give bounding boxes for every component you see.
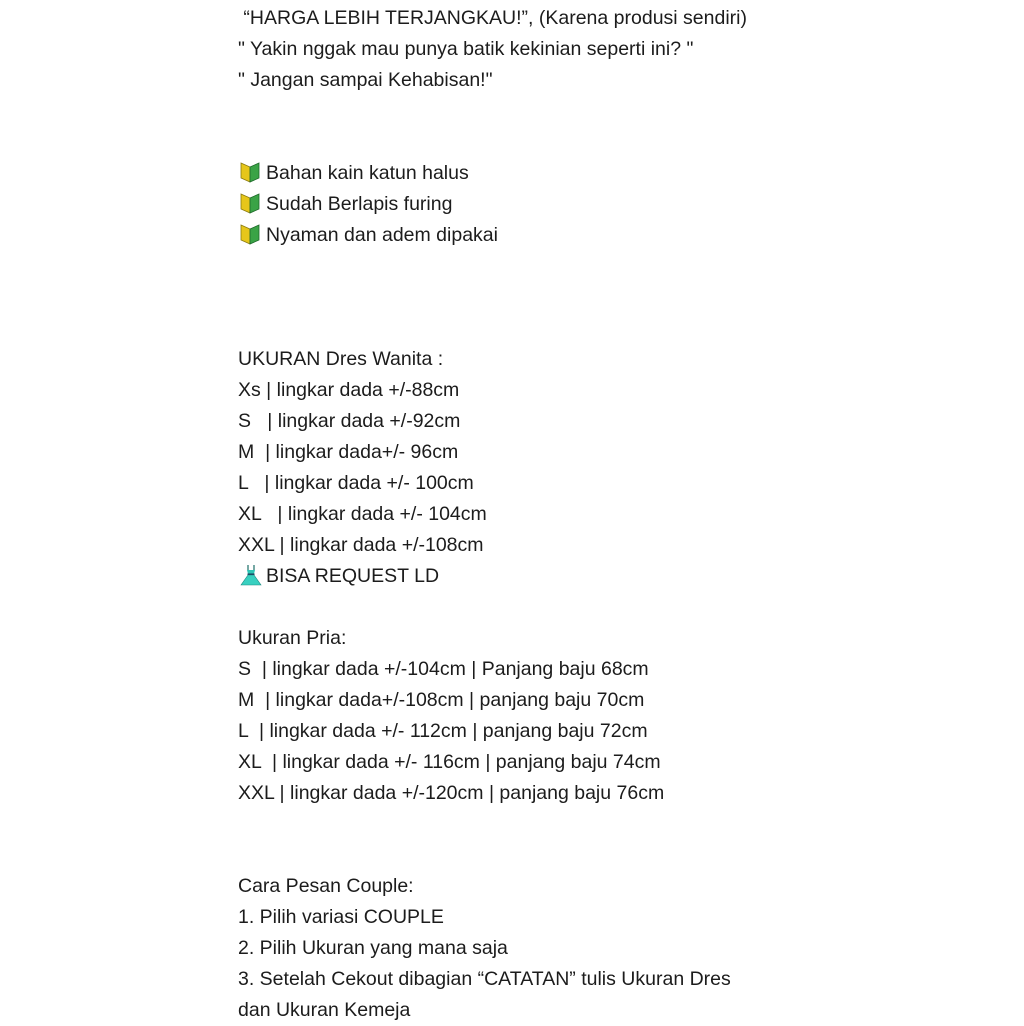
size-row: S | lingkar dada +/-104cm | Panjang baju 68cm bbox=[238, 658, 649, 680]
size-row: S | lingkar dada +/-92cm bbox=[238, 410, 461, 432]
order-step: 3. Setelah Cekout dibagian “CATATAN” tulis Ukuran Dres bbox=[238, 968, 731, 990]
dress-icon bbox=[238, 564, 264, 586]
beginner-shield-icon bbox=[238, 223, 264, 245]
size-row: XXL | lingkar dada +/-120cm | panjang baju 76cm bbox=[238, 782, 665, 804]
order-title: Cara Pesan Couple: bbox=[238, 875, 414, 897]
product-description bbox=[238, 3, 798, 1026]
size-row: XXL | lingkar dada +/-108cm bbox=[238, 534, 484, 556]
order-step: 1. Pilih variasi COUPLE bbox=[238, 906, 444, 928]
intro-line: " Yakin nggak mau punya batik kekinian seperti ini? " bbox=[238, 38, 694, 60]
beginner-shield-icon bbox=[238, 161, 264, 183]
men-sizes-title: Ukuran Pria: bbox=[238, 627, 347, 649]
feature-item: Sudah Berlapis furing bbox=[238, 189, 798, 220]
size-row: L | lingkar dada +/- 112cm | panjang baju 72cm bbox=[238, 720, 648, 742]
intro-line: " Jangan sampai Kehabisan!" bbox=[238, 69, 493, 91]
feature-item: Nyaman dan adem dipakai bbox=[238, 220, 798, 251]
order-step: dan Ukuran Kemeja bbox=[238, 999, 411, 1021]
size-row: XL | lingkar dada +/- 116cm | panjang baju 74cm bbox=[238, 751, 661, 773]
size-row: M | lingkar dada+/-108cm | panjang baju 70cm bbox=[238, 689, 645, 711]
beginner-shield-icon bbox=[238, 192, 264, 214]
size-note: BISA REQUEST LD bbox=[238, 561, 798, 592]
size-row: XL | lingkar dada +/- 104cm bbox=[238, 503, 487, 525]
size-row: Xs | lingkar dada +/-88cm bbox=[238, 379, 460, 401]
size-row: M | lingkar dada+/- 96cm bbox=[238, 441, 459, 463]
intro-line: “HARGA LEBIH TERJANGKAU!”, (Karena produsi sendiri) bbox=[238, 7, 747, 29]
feature-item: Bahan kain katun halus bbox=[238, 158, 798, 189]
order-step: 2. Pilih Ukuran yang mana saja bbox=[238, 937, 508, 959]
size-row: L | lingkar dada +/- 100cm bbox=[238, 472, 474, 494]
women-sizes-title: UKURAN Dres Wanita : bbox=[238, 348, 444, 370]
